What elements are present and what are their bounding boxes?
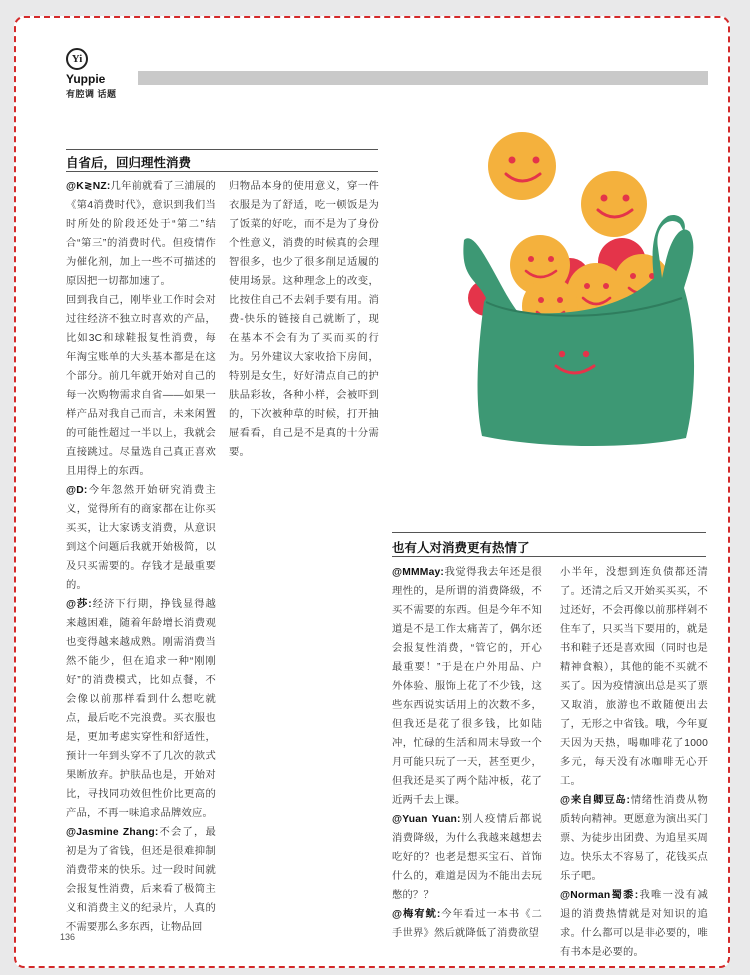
- comment-text: 小半年，没想到连负债都还清了。还清之后又开始买买买，不过还好，不会再像以前那样剁不住车了，只买当下要用的，就是书和鞋子还是喜欢囤（同时也是精神食粮），其他的能不买就不买了。因为疫情演出总是买了票又取消，旅游也不敢随便出去了，无形之中省钱。哦，今年夏天因为天热，喝咖啡花了1000多元，每天没有冰咖啡无心开工。: [560, 567, 708, 787]
- comment-paragraph: [560, 886, 708, 962]
- section1-top-rule: [66, 149, 378, 150]
- section2-column-1: [392, 563, 542, 943]
- section1-rule: [66, 171, 378, 172]
- header-bar: [138, 71, 708, 85]
- commenter-name: @MMMay:: [392, 567, 445, 578]
- comment-paragraph: [560, 563, 708, 791]
- brand-name: Yuppie: [66, 72, 106, 86]
- comment-text: 今年忽然开始研究消费主义，觉得所有的商家都在让你买买买，让大家诱支消费，从意识到这个问题后我就开始极简，以及只买需要的。存钱才是最重要的。: [66, 485, 216, 591]
- comment-paragraph: [392, 905, 542, 943]
- comment-paragraph: [66, 177, 216, 291]
- section2-rule: [392, 556, 706, 557]
- section1-column-2: [229, 177, 379, 462]
- commenter-name: @莎:: [66, 599, 92, 610]
- comment-text: 今年看过一本书《二手世界》然后就降低了消费欲望: [392, 909, 542, 939]
- comment-paragraph: [66, 823, 216, 937]
- comment-paragraph: [66, 481, 216, 595]
- shopping-bag-smiley-illustration: [458, 128, 704, 450]
- comment-paragraph: [392, 810, 542, 905]
- commenter-name: @梅宥鱿:: [392, 909, 441, 920]
- comment-text: 不会了，最初是为了省钱，但还是很难抑制消费带来的快乐。过一段时间就会报复性消费，后来看了极简主义和消费主义的纪录片，人真的不需要那么多东西，让物品回: [66, 827, 217, 933]
- commenter-name: @Yuan Yuan:: [392, 814, 461, 825]
- section1-title: 自省后，回归理性消费: [66, 156, 192, 170]
- section2-top-rule: [392, 532, 706, 533]
- page-number: 136: [60, 932, 76, 942]
- section2-column-2: [560, 563, 708, 962]
- comment-text: 别人疫情后都说消费降级，为什么我越来越想去吃好的？也老是想买宝石、首饰什么的，难道是因为不能出去玩憋的？？: [392, 814, 542, 901]
- section2-title: 也有人对消费更有热情了: [392, 541, 530, 555]
- commenter-name: @D:: [66, 485, 88, 496]
- section1-column-1: [66, 177, 216, 937]
- comment-text: 几年前就看了三浦展的《第4消费时代》，意识到我们当时所处的阶段还处于“第二”结合“第三”的消费时代。但疫情作为催化剂，加上一些不可描述的原因把一切都加速了。: [66, 181, 216, 287]
- commenter-name: @来自卿豆岛:: [560, 795, 631, 806]
- comment-text: 情绪性消费从物质转向精神。更愿意为演出买门票、为徒步出团费、为追星买周边。快乐太不容易了，花钱买点乐子吧。: [560, 795, 708, 882]
- commenter-name: @Jasmine Zhang:: [66, 827, 159, 838]
- falling-smiley-1: [488, 132, 556, 200]
- comment-paragraph: [560, 791, 708, 886]
- comment-text: 经济下行期，挣钱显得越来越困难，随着年龄增长消费观也变得越来越成熟。刚需消费当然不能少，但在追求一种“刚刚好”的消费模式，比如点餐，不会像以前那样看到什么想吃就点，最后吃不完浪费。买衣服也是，更加考虑实穿性和舒适性，预计一年到头穿不了几次的款式果断放弃。护肤品也是，开始对比，寻找同功效但性价比更高的产品，不再一味追求品牌效应。: [66, 599, 216, 819]
- comment-paragraph: [66, 595, 216, 823]
- yi-logo-badge: Yi: [66, 48, 88, 70]
- comment-text: 我觉得我去年还是很理性的，是所谓的消费降级，不买不需要的东西。但是今年不知道是不是工作太痛苦了，偶尔还会报复性消费，“管它的，开心最重要！”于是在户外用品、户外体验、服饰上花了不少钱，这些东西说实话用上的次数不多，但我还是花了很多钱，比如陆冲，忙碌的生活和周末导致一个月可能只玩了一天，甚至更少，但我还是买了两个陆冲板，花了近两千去上课。: [392, 567, 542, 806]
- comment-text: 回到我自己，刚毕业工作时会对过往经济不独立时喜欢的产品，比如3C和球鞋报复性消费，每年淘宝账单的大头基本都是在这个部分。前几年就开始对自己的每一次购物需求自省——如果一样产品对我自己而言，未来闲置的可能性超过一半以上，我就会直接跳过。尽量选自己真正喜欢且用得上的东西。: [66, 295, 216, 477]
- green-shopping-bag: [463, 215, 694, 446]
- comment-paragraph: [66, 291, 216, 481]
- comment-paragraph: [392, 563, 542, 810]
- section-label: 有腔调 话题: [66, 89, 117, 99]
- commenter-name: @Norman蜀黍:: [560, 890, 639, 901]
- comment-continuation: 归物品本身的使用意义，穿一件衣服是为了舒适，吃一顿饭是为了饭菜的好吃，而不是为了身份个性意义，消费的时候真的会理智很多，也少了很多削足适履的使用场景。这种理念上的改变，比按住自己不去剁手要有用。消费-快乐的链接自己就断了，现在基本不会有为了买而买的行为。另外建议大家收拾下房间，特别是女生，好好清点自己的护肤品彩妆，各种小样，会被吓到的，下次被种草的时候，打开抽屉看看，自己是不是真的十分需要。: [229, 181, 379, 458]
- falling-smiley-2: [581, 171, 647, 237]
- comment-text: 我唯一没有减退的消费热情就是对知识的追求。什么都可以是非必要的，唯有书本是必要的。: [560, 890, 709, 958]
- commenter-name: @K≷NZ:: [66, 181, 111, 192]
